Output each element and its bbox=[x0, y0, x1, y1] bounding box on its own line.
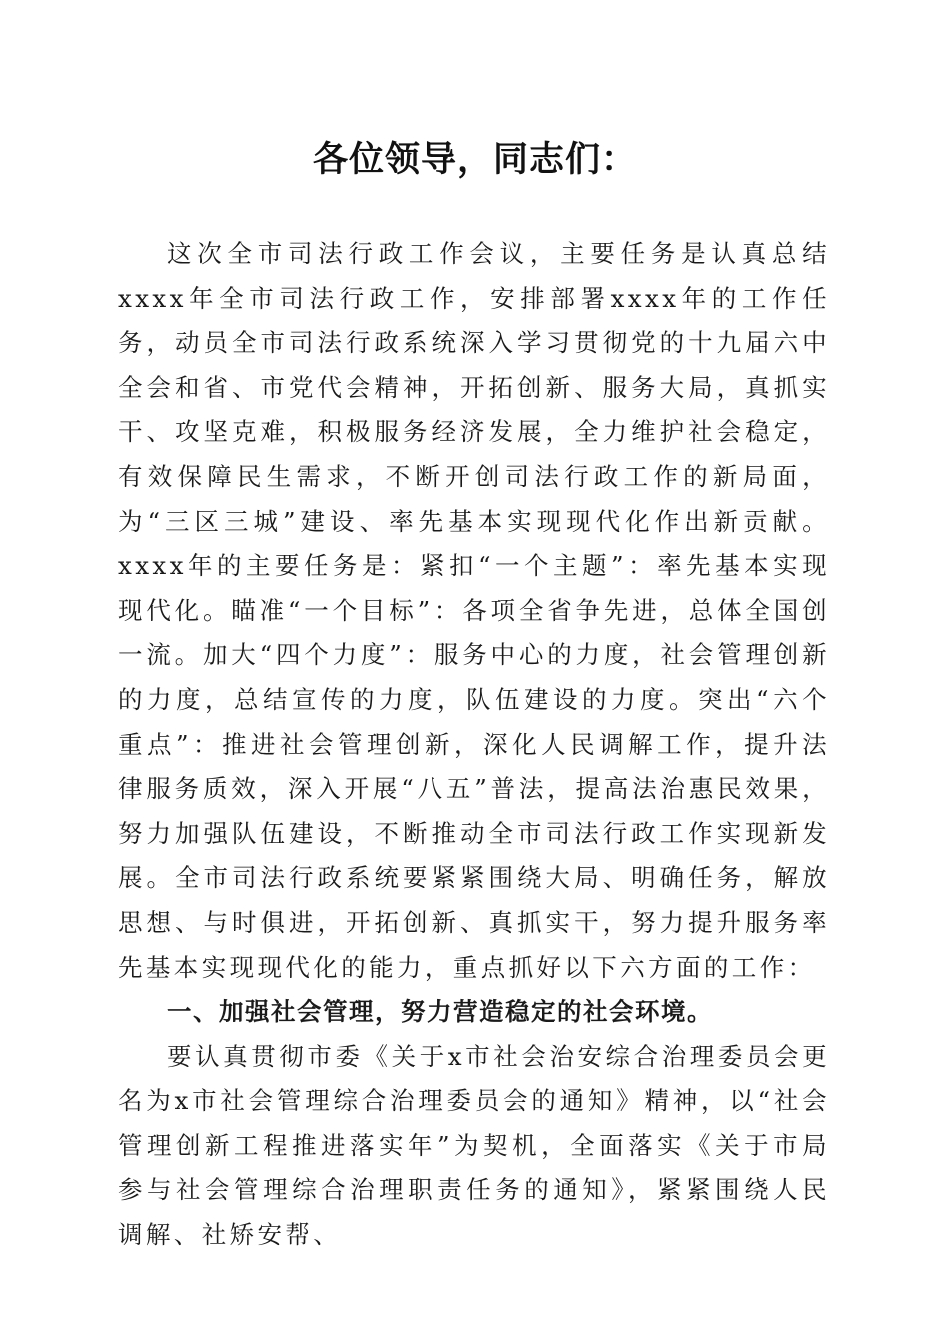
section-heading: 一、加强社会管理，努力营造稳定的社会环境。 bbox=[167, 997, 713, 1027]
intro-paragraph: 这次全市司法行政工作会议，主要任务是认真总结xxxx年全市司法行政工作，安排部署xxxx年的工作任务，动员全市司法行政系统深入学习贯彻党的十九届六中全会和省、市党代会精神，开拓创新、服务大局，真抓实干、攻坚克难，积极服务经济发展，全力维护社会稳定，有效保障民生需求，不断开创司法行政工作的新局面，为“三区三城”建设、率先基本实现现代化作出新贡献。xxxx年的主要任务是：紧扣“一个主题”：率先基本实现现代化。瞄准“一个目标”：各项全省争先进，总体全国创一流。加大“四个力度”：服务中心的力度，社会管理创新的力度，总结宣传的力度，队伍建设的力度。突出“六个重点”：推进社会管理创新，深化人民调解工作，提升法律服务质效，深入开展“八五”普法，提高法治惠民效果，努力加强队伍建设，不断推动全市司法行政工作实现新发展。全市司法行政系统要紧紧围绕大局、明确任务，解放思想、与时俱进，开拓创新、真抓实干，努力提升服务率先基本实现现代化的能力，重点抓好以下六方面的工作： bbox=[118, 239, 830, 982]
document-title: 各位领导，同志们： bbox=[312, 139, 637, 180]
section-paragraph: 要认真贯彻市委《关于x市社会治安综合治理委员会更名为x市社会管理综合治理委员会的通知》精神，以“社会管理创新工程推进落实年”为契机，全面落实《关于市局参与社会管理综合治理职责任务的通知》，紧紧围绕人民调解、社矫安帮、 bbox=[118, 1041, 830, 1250]
document-body bbox=[118, 232, 830, 1258]
